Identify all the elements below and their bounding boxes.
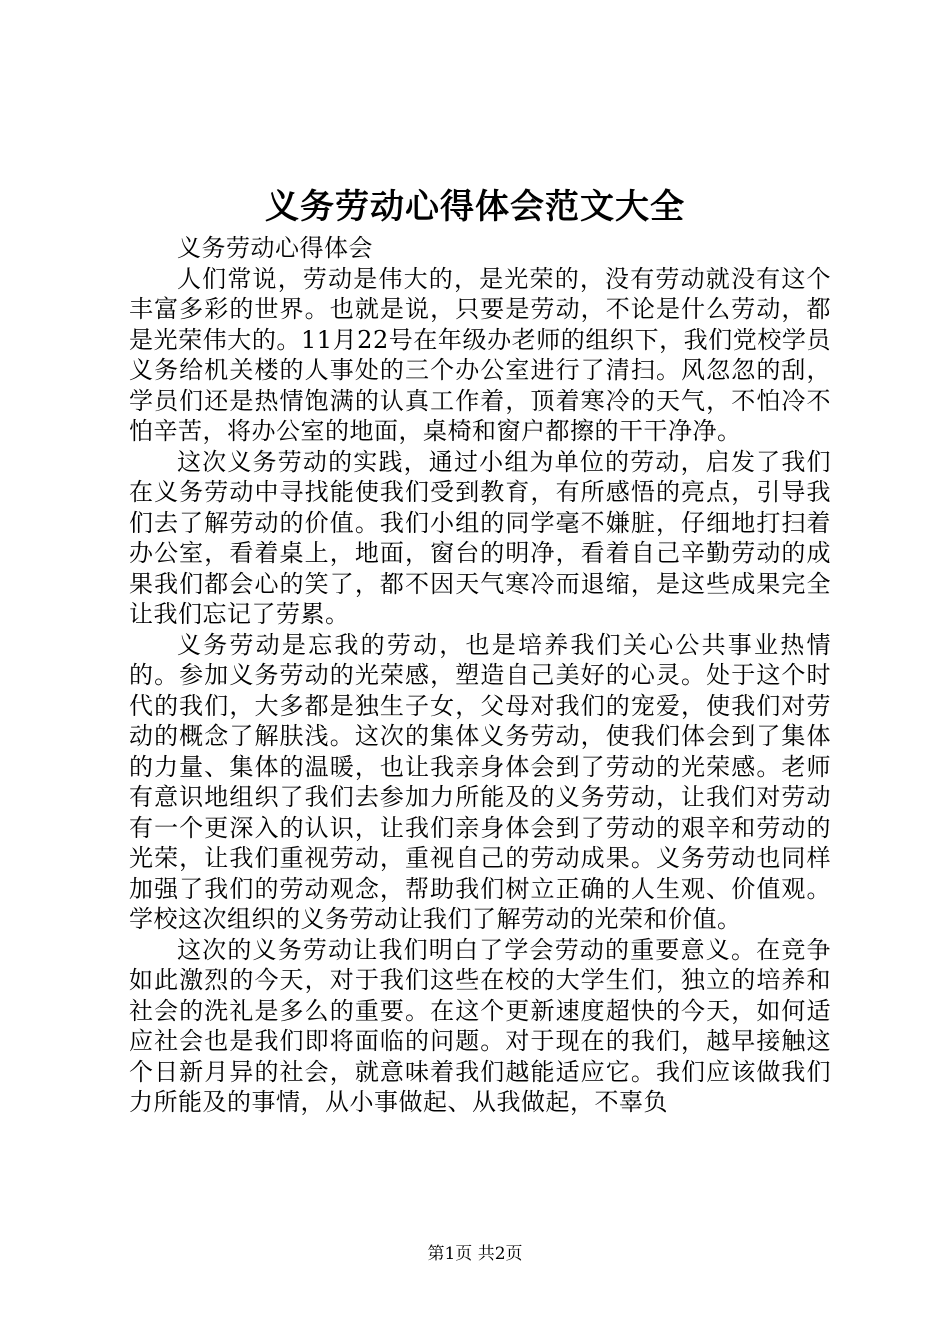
document-title: 义务劳动心得体会范文大全: [265, 187, 685, 227]
paragraph-1: 人们常说，劳动是伟大的，是光荣的，没有劳动就没有这个丰富多彩的世界。也就是说，只要是劳动，不论是什么劳动，都是光荣伟大的。11月22号在年级办老师的组织下，我们党校学员义务给机关楼的人事处的三个办公室进行了清扫。风忽忽的刮，学员们还是热情饱满的认真工作着，顶着寒冷的天气，不怕冷不怕辛苦，将办公室的地面，桌椅和窗户都擦的干干净净。: [129, 264, 831, 445]
paragraph-3: 义务劳动是忘我的劳动，也是培养我们关心公共事业热情的。参加义务劳动的光荣感，塑造自己美好的心灵。处于这个时代的我们，大多都是独生子女，父母对我们的宠爱，使我们对劳动的概念了解肤浅。这次的集体义务劳动，使我们体会到了集体的力量、集体的温暖，也让我亲身体会到了劳动的光荣感。老师有意识地组织了我们去参加力所能及的义务劳动，让我们对劳动有一个更深入的认识，让我们亲身体会到了劳动的艰辛和劳动的光荣，让我们重视劳动，重视自己的劳动成果。义务劳动也同样加强了我们的劳动观念，帮助我们树立正确的人生观、价值观。学校这次组织的义务劳动让我们了解劳动的光荣和价值。: [129, 630, 831, 933]
paragraph-2: 这次义务劳动的实践，通过小组为单位的劳动，启发了我们在义务劳动中寻找能使我们受到教育，有所感悟的亮点，引导我们去了解劳动的价值。我们小组的同学毫不嫌脏，仔细地打扫着办公室，看着桌上，地面，窗台的明净，看着自己辛勤劳动的成果我们都会心的笑了，都不因天气寒冷而退缩，是这些成果完全让我们忘记了劳累。: [129, 447, 831, 628]
page-footer: 第1页 共2页: [427, 1244, 523, 1264]
document-body: [129, 233, 831, 1118]
subheading: 义务劳动心得体会: [177, 234, 373, 262]
paragraph-4: 这次的义务劳动让我们明白了学会劳动的重要意义。在竞争如此激烈的今天，对于我们这些在校的大学生们，独立的培养和社会的洗礼是多么的重要。在这个更新速度超快的今天，如何适应社会也是我们即将面临的问题。对于现在的我们，越早接触这个日新月异的社会，就意味着我们越能适应它。我们应该做我们力所能及的事情，从小事做起、从我做起，不辜负: [129, 935, 831, 1116]
